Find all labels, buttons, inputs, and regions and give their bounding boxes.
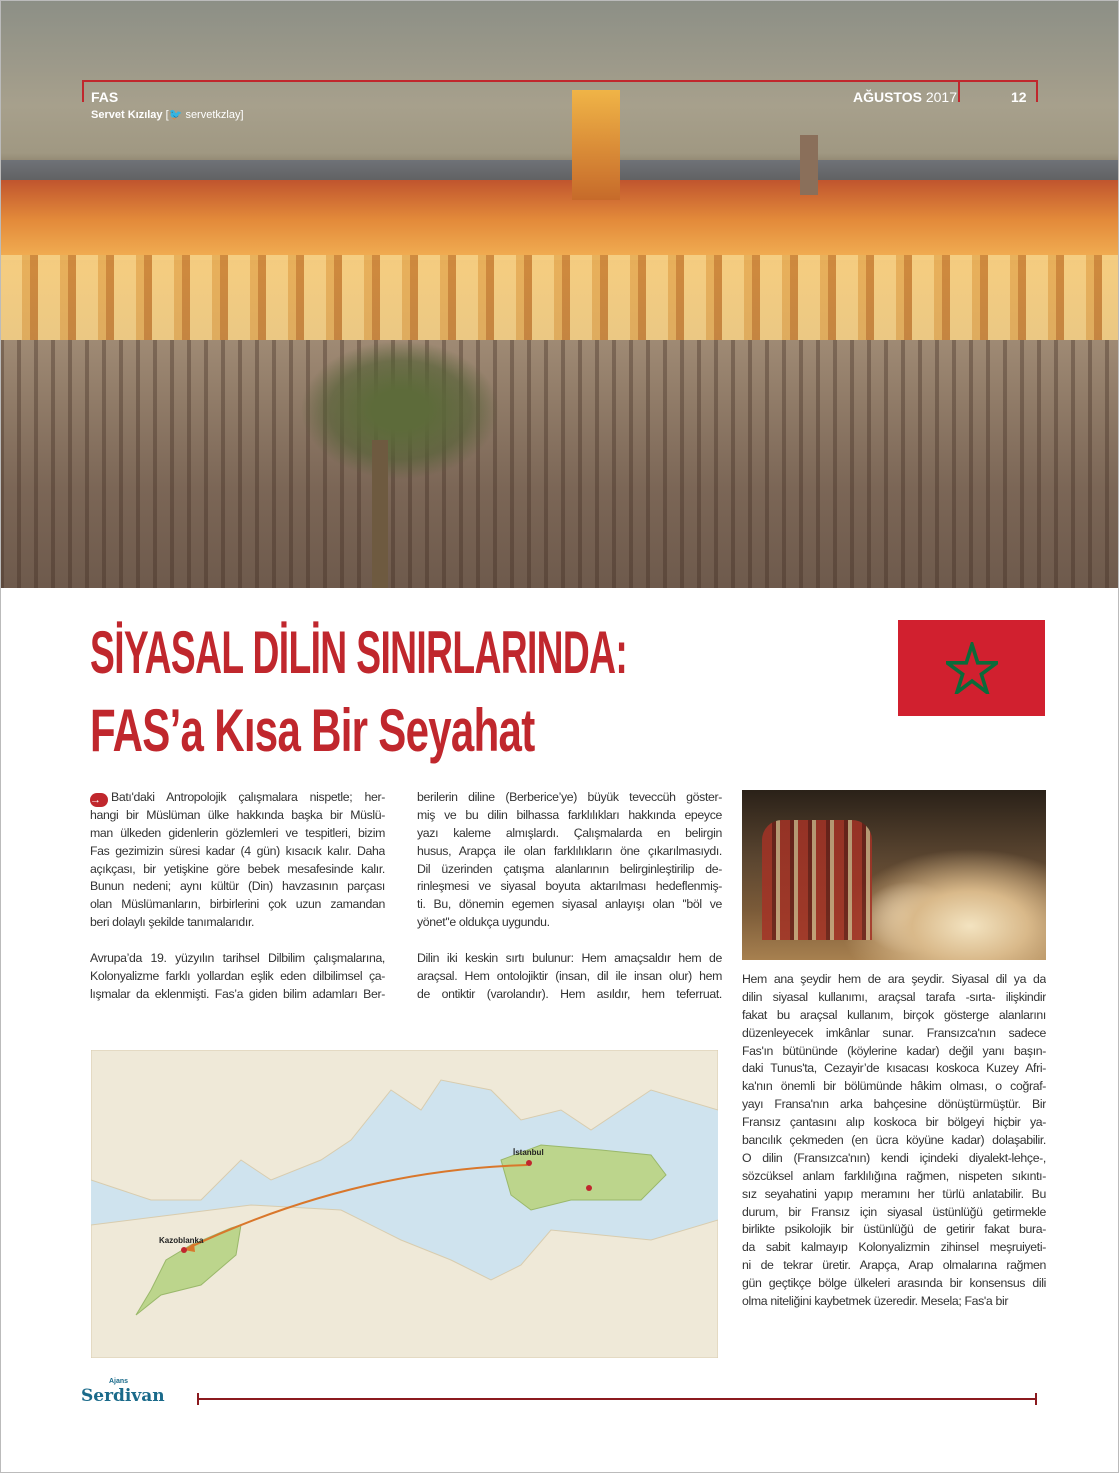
text-line — [742, 1186, 1046, 1204]
text-line-content: man ülkeden gidenlerin gözlemleri ve tespitleri, bizim — [90, 825, 385, 840]
text-line — [90, 986, 385, 1004]
arrow-right-icon: → — [90, 793, 108, 807]
route-map-casablanca-istanbul — [91, 1050, 718, 1358]
text-line — [417, 807, 722, 825]
publication-logo: Ajans Serdivan — [81, 1378, 165, 1406]
ankara-marker — [586, 1185, 592, 1191]
text-line-content: Fas gezimizin süresi kadar (4 gün) kısacık kalır. Daha — [90, 843, 385, 858]
text-line — [90, 896, 385, 914]
map-label-casablanca: Kazoblanka — [159, 1236, 204, 1245]
text-line — [417, 789, 722, 807]
photo-sufi-musicians — [742, 790, 1046, 960]
text-line — [417, 914, 722, 932]
headline-line-2 — [90, 696, 534, 765]
header-rule-tick — [958, 80, 960, 102]
article-column-1 — [90, 789, 385, 1004]
text-line — [742, 971, 1046, 989]
text-line — [742, 1150, 1046, 1168]
text-line — [742, 989, 1046, 1007]
text-line — [742, 1060, 1046, 1078]
text-line — [742, 1114, 1046, 1132]
text-line-content: bancılık çekmeden (en ücra köyüne kadar) dolaşabilir. — [742, 1133, 1046, 1148]
text-line-content: Hem ana şeydir hem de ara şeydir. Siyasal dil ya da — [742, 972, 1046, 986]
text-line — [417, 878, 722, 896]
text-line — [417, 950, 722, 968]
header-rule — [82, 80, 1038, 82]
text-line — [742, 1007, 1046, 1025]
header-rule-tick — [82, 80, 84, 102]
text-line — [417, 968, 722, 986]
text-line — [742, 1221, 1046, 1239]
text-line-content: olan Müslümanların, birbirlerini çok uzun zamandan — [90, 897, 385, 912]
map-label-istanbul: İstanbul — [513, 1148, 544, 1157]
text-line — [90, 807, 385, 825]
text-line-content: Bunun nedeni; aynı kültür (Din) havzasının parçası — [90, 879, 385, 894]
author-name: Servet Kızılay — [91, 109, 163, 121]
issue-year: 2017 — [925, 89, 957, 105]
article-column-2 — [417, 789, 722, 1004]
text-line-content: dilin siyasal kullanımı, araçsal tarafa -sırta- ilişkindir — [742, 989, 1046, 1004]
text-line-content: lışmalar da eklenmişti. Fas’a giden bilim adamları Ber- — [90, 986, 385, 1001]
text-line-content: fakat bu araçsal kullanım, birçok gösterge alanlarını — [742, 1007, 1046, 1022]
text-line-content: da sabit kalmayıp Kolonyalizmin zihinsel meşruiyeti- — [742, 1240, 1046, 1255]
text-line — [742, 1096, 1046, 1114]
text-line-content: Fransız çantasını alıp koskoca bir bölgeyi hiçbir ya- — [742, 1115, 1046, 1130]
author-byline: Servet Kızılay [🐦 servetkzlay] — [91, 109, 244, 121]
text-line-content: beri dolaylı şekilde tanımalarıdır. — [90, 915, 255, 930]
text-line — [742, 1025, 1046, 1043]
text-line — [90, 914, 385, 932]
text-line-content: de ontiktir (varolandır). Hem asıldır, hem teferruat. — [417, 986, 722, 1001]
morocco-flag — [898, 620, 1045, 716]
green-star-icon — [946, 642, 998, 694]
text-line — [417, 896, 722, 914]
text-line-content: yönet''e oldukça uygundu. — [417, 915, 550, 930]
text-line-content: ti. Bu, dönemin egemen siyasal anlayışı olan ''böl ve — [417, 897, 722, 912]
footer-rule — [197, 1398, 1037, 1400]
text-line — [417, 861, 722, 879]
text-line-content: sözcüksel anlam farklılığına rağmen, nispeten sıkıntı- — [742, 1168, 1046, 1183]
text-line-content: hangi bir Müslüman ülke hakkında başka bir Müslü- — [90, 807, 385, 822]
twitter-icon: 🐦 — [168, 109, 183, 121]
header-rule-tick — [1036, 80, 1038, 102]
text-line-content: yazı kaleme almışlardı. Çalışmalarda en belirgin — [417, 825, 722, 840]
casablanca-marker — [181, 1247, 187, 1253]
text-line — [417, 825, 722, 843]
footer-rule-tick — [1035, 1393, 1037, 1405]
text-line — [90, 825, 385, 843]
text-line-content: birlikte psikolojik bir üstünlüğü de getirir fakat bura- — [742, 1222, 1046, 1237]
text-line-content: ka'nın önemli bir bölümünde hâkim olması, o coğraf- — [742, 1079, 1046, 1094]
issue-month: AĞUSTOS — [852, 89, 922, 105]
text-line-content: düzenleyecek imkânlar sunar. Fransızca'nın sadece — [742, 1025, 1046, 1040]
text-line-content: açıkçası, bir yetişkine göre bebek mesafesinde kalır. — [90, 861, 385, 876]
text-line-content: durum, bir Fransız için siyasal üstünlüğü getirmekle — [742, 1204, 1046, 1219]
text-line — [742, 1204, 1046, 1222]
text-line — [90, 843, 385, 861]
text-line-content: araçsal. Hem ontolojiktir (insan, dil ile insan olur) hem — [417, 968, 722, 983]
text-line-content: berilerin diline (Berberice’ye) büyük teveccüh göster- — [417, 790, 722, 804]
text-line-content: Dil üzerinden çatışma alanlarının belirginleştirilip de- — [417, 861, 722, 876]
text-line — [90, 789, 385, 807]
text-line — [742, 1275, 1046, 1293]
text-line — [742, 1043, 1046, 1061]
text-line-content: miş ve bu dilin bilhassa farklılıkları hakkında epeyce — [417, 807, 722, 822]
text-line-content: ni de tekrar üretir. Arapça, Arap olmalarına rağmen — [742, 1258, 1046, 1273]
footer-rule-tick — [197, 1393, 199, 1405]
headline-line-1: SİYASAL DİLİN SINIRLARINDA: — [90, 619, 628, 686]
text-line — [742, 1078, 1046, 1096]
text-line — [742, 1132, 1046, 1150]
text-line-content: O dilin (Fransızca'nın) kendi içindeki diyalekt-lehçe-, — [742, 1150, 1046, 1165]
text-line-content: Kolonyalizme farklı yollardan eşlik eden dilbilimsel ça- — [90, 968, 385, 983]
headline-subtitle: ’a Kısa Bir Seyahat — [169, 697, 535, 764]
text-line-content: rinleşmesi ve siyasal boyuta aktarılması hedeflenmiş- — [417, 879, 722, 894]
istanbul-marker — [526, 1160, 532, 1166]
text-line — [742, 1168, 1046, 1186]
text-line-content: yayı Fransa'nın arka bahçesine dönüştürmüştür. Bir — [742, 1097, 1046, 1112]
text-line — [742, 1239, 1046, 1257]
text-line-content: Batı'daki Antropolojik çalışmalara nispetle; her- — [111, 790, 385, 804]
text-line — [90, 861, 385, 879]
issue-date — [853, 89, 957, 105]
section-label: FAS — [91, 89, 119, 105]
text-line — [417, 986, 722, 1004]
text-line-content: daki Tunus'ta, Cezayir’de kısacası koskoca Kuzey Afri- — [742, 1061, 1046, 1076]
text-line-content: olma niteliğini kaybetmek üzeredir. Mesela; Fas'a bir — [742, 1294, 1009, 1309]
text-line-content: Dilin iki keskin sırtı bulunur: Hem amaçsaldır hem de — [417, 951, 722, 966]
text-line — [90, 968, 385, 986]
headline-country: FAS — [90, 697, 170, 764]
text-line — [90, 878, 385, 896]
text-line-content: Avrupa’da 19. yüzyılın tarihsel Dilbilim çalışmalarına, — [90, 951, 385, 966]
article-column-3 — [742, 971, 1046, 1311]
text-line — [742, 1257, 1046, 1275]
text-line-content: Fas'ın bütününde (köylerine kadar) değil yanı başın- — [742, 1043, 1046, 1058]
page-number: 12 — [1011, 89, 1027, 105]
text-line-content: husus, Arapça ile olan farklılıkların öne çıkarılmasıydı. — [417, 843, 722, 858]
text-line — [417, 843, 722, 861]
twitter-handle: servetkzlay — [185, 109, 241, 121]
text-line-content: sız seyahatini yapıp meramını her türlü anlatabilir. Bu — [742, 1186, 1046, 1201]
text-line — [90, 950, 385, 968]
text-line-content: gün geçtikçe bölge ülkeleri arasında bir konsensus dili — [742, 1276, 1046, 1291]
text-line — [742, 1293, 1046, 1311]
